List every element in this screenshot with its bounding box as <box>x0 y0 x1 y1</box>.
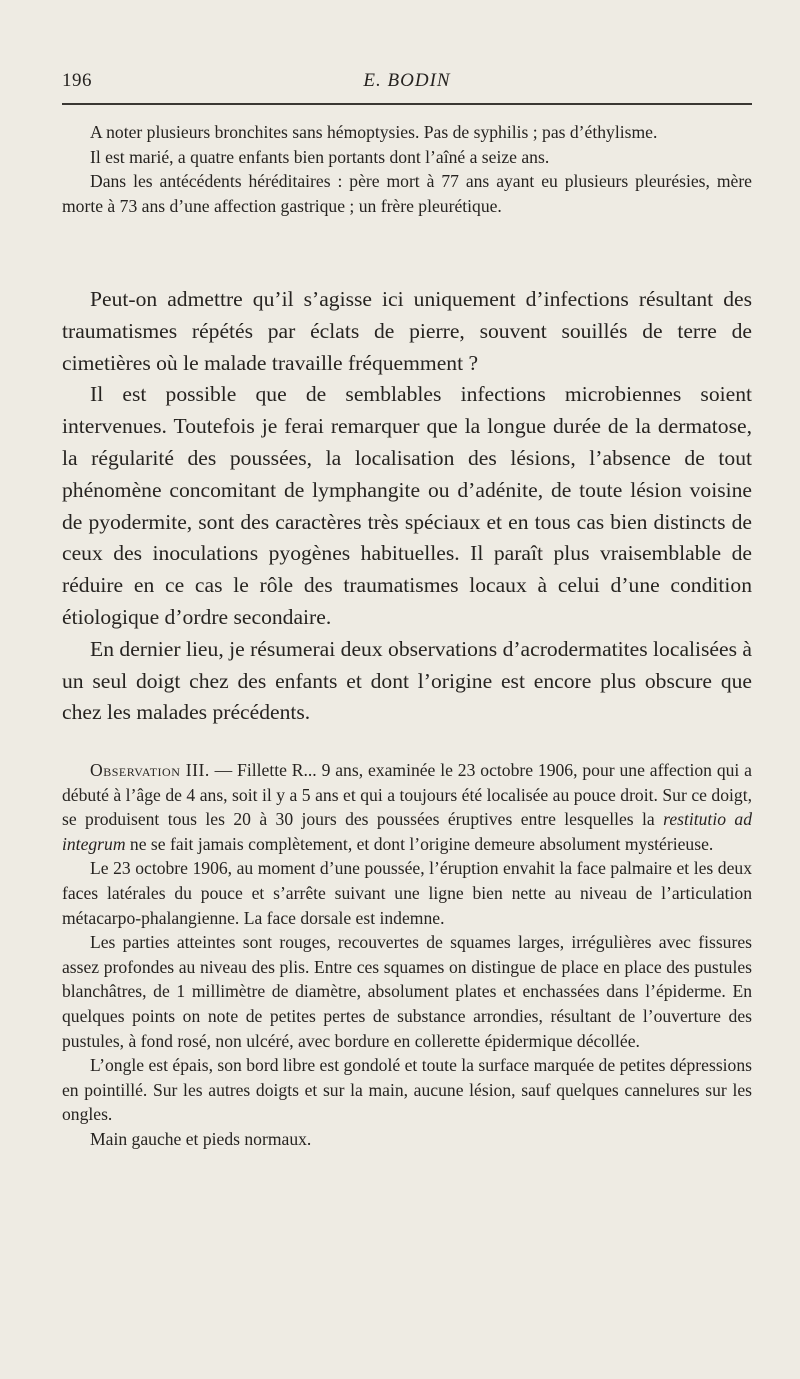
paragraph: Les parties atteintes sont rouges, recouvertes de squames larges, irrégulières avec fissures assez profondes au niveau des plis. Entre ces squames on distingue de place en place des pustules blanchâtres, de 1 millimètre de diamètre, absolument plates et enchassées dans l’épiderme. En quelques points on note de petites pertes de substance arrondies, résultant de l’ouverture des pustules, à fond rosé, non ulcéré, avec bordure en collerette épidermique décollée. <box>62 932 752 1051</box>
paragraph: Il est marié, a quatre enfants bien portants dont l’aîné a seize ans. <box>90 146 550 167</box>
page-number: 196 <box>62 70 92 91</box>
patient-history-block <box>62 120 752 218</box>
discussion-block <box>62 284 752 729</box>
paragraph: Il est possible que de semblables infections microbiennes soient intervenues. Toutefois je ferai remarquer que la longue durée de la dermatose, la régularité des poussées, la localisation des lésions, l’absence de tout phénomène concomitant de lymphangite ou d’adénite, de toute lésion voisine de pyodermite, sont des caractères très spéciaux et en tous cas bien distincts de ceux des inoculations pyogènes habituelles. Il paraît plus vraisemblable de réduire en ce cas le rôle des traumatismes locaux à celui d’une condition étiologique d’ordre secondaire. <box>62 382 752 629</box>
paragraph: Dans les antécédents héréditaires : père mort à 77 ans ayant eu plusieurs pleurésies, mère morte à 73 ans d’une affection gastrique ; un frère pleurétique. <box>62 171 752 216</box>
header-rule <box>62 103 752 105</box>
paragraph: Peut-on admettre qu’il s’agisse ici uniquement d’infections résultant des traumatismes répétés par éclats de pierre, souvent souillés de terre de cimetières où le malade travaille fréquemment ? <box>62 287 752 375</box>
observation-text: — Fillette R... 9 ans, examinée le 23 octobre 1906, pour une affection qui a débuté à l’âge de 4 ans, soit il y a 5 ans et qui a toujours été localisée au pouce droit. Sur ce doigt, se produisent tous les 20 à 30 jours des poussées éruptives entre lesquelles la <box>62 760 752 830</box>
paragraph: En dernier lieu, je résumerai deux observations d’acrodermatites localisées à un seul doigt chez des enfants et dont l’origine est encore plus obscure que chez les malades précédents. <box>62 636 752 725</box>
latin-phrase: restitutio ad integrum <box>62 809 752 854</box>
observation-paragraph <box>62 758 752 856</box>
paragraph: Le 23 octobre 1906, au moment d’une poussée, l’éruption envahit la face palmaire et les deux faces latérales du pouce et s’arrête suivant une ligne bien nette au niveau de l’articulation métacarpo-phalangienne. La face dorsale est indemne. <box>62 858 752 928</box>
paragraph: A noter plusieurs bronchites sans hémoptysies. Pas de syphilis ; pas d’éthylisme. <box>90 122 658 142</box>
running-head: E. BODIN <box>363 70 451 91</box>
observation-text: ne se fait jamais complètement, et dont l’origine demeure absolument mystérieuse. <box>125 833 714 854</box>
observation-block <box>62 758 752 1152</box>
page-header <box>62 70 752 100</box>
paragraph: L’ongle est épais, son bord libre est gondolé et toute la surface marquée de petites dépressions en pointillé. Sur les autres doigts et sur la main, aucune lésion, sauf quelques cannelures sur les ongles. <box>62 1055 752 1125</box>
paragraph: Main gauche et pieds normaux. <box>90 1128 312 1149</box>
observation-label: Observation III. <box>90 760 210 780</box>
